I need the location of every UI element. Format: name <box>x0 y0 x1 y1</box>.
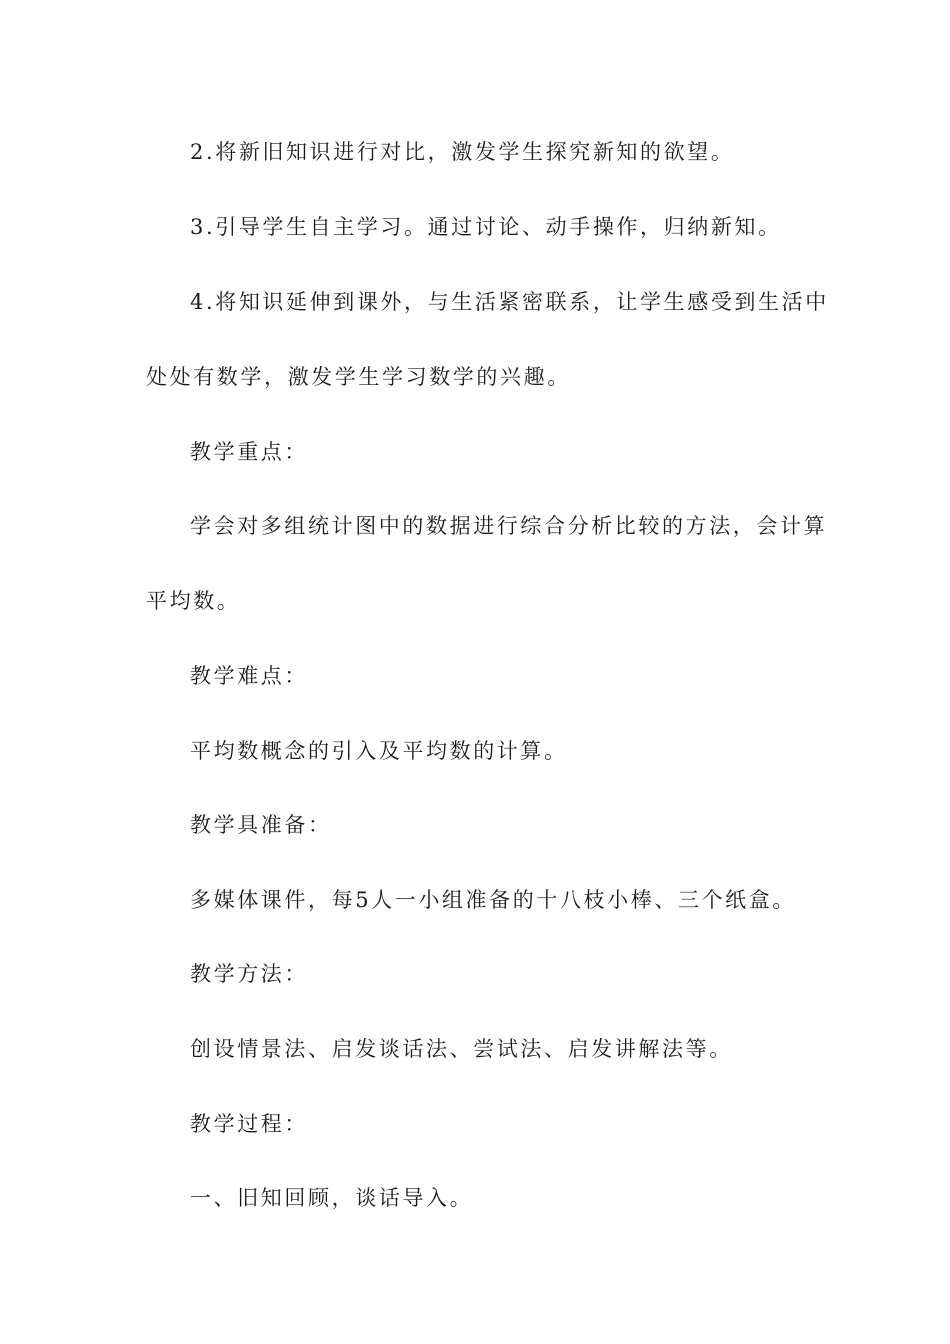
paragraph-line: 创设情景法、启发谈话法、尝试法、启发讲解法等。 <box>190 1037 733 1061</box>
paragraph-line: 2.将新旧知识进行对比，激发学生探究新知的欲望。 <box>190 140 735 164</box>
paragraph-line: 学会对多组统计图中的数据进行综合分析比较的方法，会计算 <box>190 514 828 538</box>
paragraph-line: 处处有数学，激发学生学习数学的兴趣。 <box>146 365 571 389</box>
paragraph-line: 平均数概念的引入及平均数的计算。 <box>190 739 568 763</box>
section-heading: 教学具准备： <box>190 813 332 837</box>
paragraph-line: 4.将知识延伸到课外，与生活紧密联系，让学生感受到生活中 <box>190 290 829 314</box>
section-heading: 教学难点： <box>190 664 308 688</box>
paragraph-line: 3.引导学生自主学习。通过讨论、动手操作，归纳新知。 <box>190 215 782 239</box>
paragraph-line: 平均数。 <box>146 589 241 613</box>
section-heading: 教学方法： <box>190 962 308 986</box>
section-heading: 教学重点： <box>190 440 308 464</box>
paragraph-line: 一、旧知回顾，谈话导入。 <box>190 1186 474 1210</box>
section-heading: 教学过程： <box>190 1112 308 1136</box>
paragraph-line: 多媒体课件，每5人一小组准备的十八枝小棒、三个纸盒。 <box>190 888 796 912</box>
